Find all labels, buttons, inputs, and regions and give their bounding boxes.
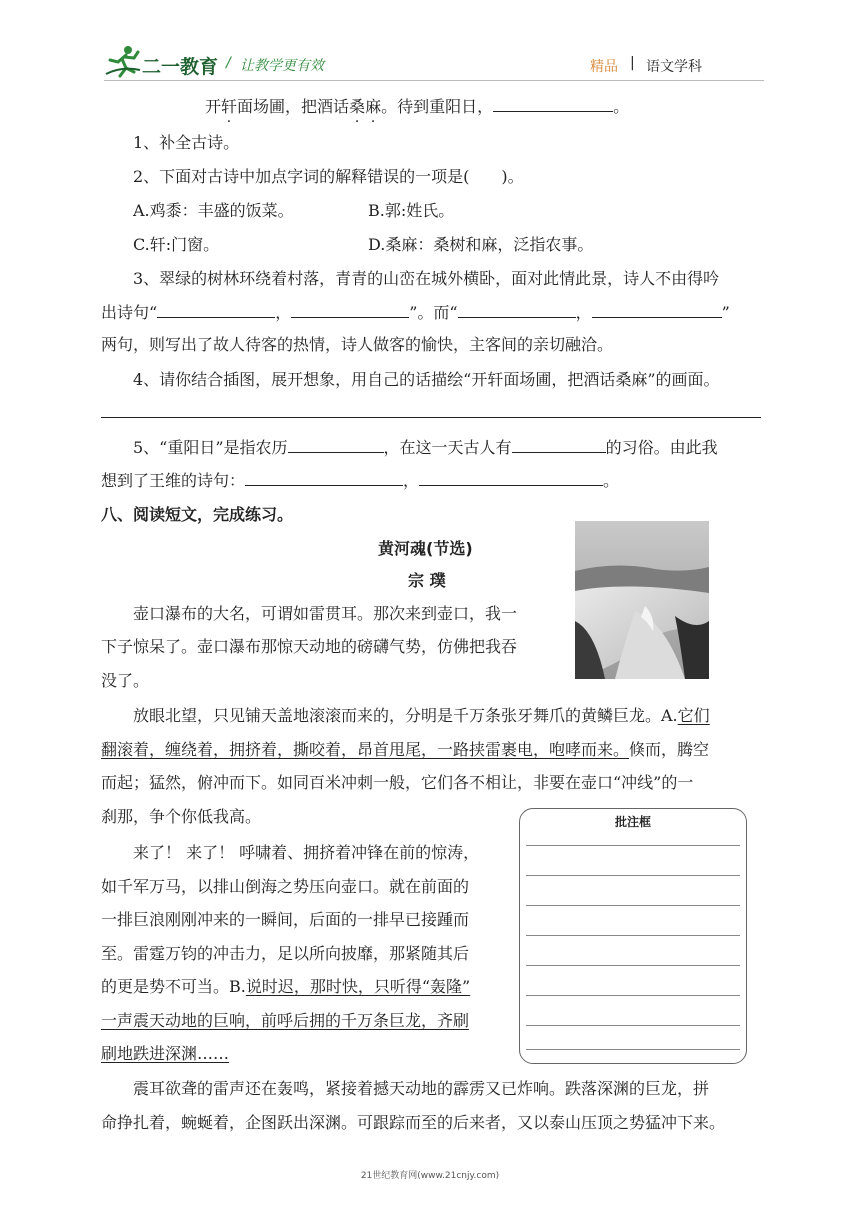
underlined-sentence-a: 它们 bbox=[677, 706, 710, 725]
annotation-line[interactable] bbox=[526, 845, 740, 846]
paragraph-line: 刹那，争个你低我高。 bbox=[101, 807, 262, 826]
footer: 21世纪教育网(www.21cnjy.com) bbox=[360, 1171, 500, 1181]
header-separator: | bbox=[630, 55, 635, 71]
answer-blank[interactable] bbox=[493, 95, 613, 112]
underlined-sentence-b: 刷地跌进深渊…… bbox=[101, 1044, 230, 1063]
question-2: 2、下面对古诗中加点字词的解释错误的一项是( )。 bbox=[133, 167, 524, 186]
annotation-line[interactable] bbox=[526, 875, 740, 876]
dotted-char-xuan: 轩 bbox=[221, 97, 238, 116]
dotted-char-sang: 桑 bbox=[349, 97, 366, 116]
waterfall-photo bbox=[575, 521, 709, 679]
annotation-line[interactable] bbox=[526, 905, 740, 906]
runner-logo-icon bbox=[104, 44, 142, 78]
question-3-line1: 3、翠绿的树林环绕着村落，青青的山峦在城外横卧，面对此情此景，诗人不由得吟 bbox=[133, 269, 720, 288]
article-author: 宗 璞 bbox=[408, 571, 446, 590]
paragraph-line: 而起；猛然，俯冲而下。如同百米冲刺一般，它们各不相让，非要在壶口“冲线”的一 bbox=[101, 773, 694, 792]
question-3-line2: 出诗句“ ， ”。而“ ， ” bbox=[101, 303, 730, 322]
paragraph-line: 放眼北望，只见铺天盖地滚滚而来的，分明是千万条张牙舞爪的黄鳞巨龙。A.它们 bbox=[133, 706, 710, 725]
answer-blank[interactable] bbox=[592, 301, 722, 318]
question-5-line1: 5、“重阳日”是指农历 ，在这一天古人有 的习俗。由此我 bbox=[133, 438, 718, 457]
underlined-sentence-a: 翻滚着，缠绕着，拥挤着，撕咬着，昂首甩尾，一路挟雷裹电，咆哮而来。 bbox=[101, 740, 630, 759]
question-3-line3: 两句，则写出了故人待客的热情，诗人做客的愉快，主客间的亲切融洽。 bbox=[101, 335, 614, 354]
paragraph-line bbox=[101, 1010, 469, 1032]
annotation-line[interactable] bbox=[526, 1025, 740, 1026]
annotation-box-title: 批注框 bbox=[614, 815, 651, 829]
section-heading: 八、阅读短文，完成练习。 bbox=[101, 505, 294, 524]
subject-label: 语文学科 bbox=[646, 59, 702, 75]
dotted-char-ma: 麻 bbox=[365, 97, 382, 116]
option-b: B.郭:姓氏。 bbox=[368, 201, 455, 220]
answer-blank[interactable] bbox=[419, 469, 603, 486]
paragraph-line: 至。雷霆万钧的冲击力，足以所向披靡，那紧随其后 bbox=[101, 944, 470, 963]
answer-line[interactable] bbox=[101, 417, 761, 418]
option-c: C.轩:门窗。 bbox=[133, 235, 220, 254]
answer-blank[interactable] bbox=[245, 469, 403, 486]
header-rule bbox=[104, 80, 764, 81]
poem-line: 开轩面场圃，把酒话桑麻。待到重阳日， 。 bbox=[205, 97, 630, 116]
header-divider: / bbox=[226, 55, 231, 71]
logo-text: 二一教育 bbox=[142, 56, 219, 78]
paragraph-line: 来了！ 来了！ 呼啸着、拥挤着冲锋在前的惊涛， bbox=[133, 843, 480, 862]
question-5-line2: 想到了王维的诗句： ， 。 bbox=[101, 471, 620, 490]
paragraph-line: 一排巨浪刚刚冲来的一瞬间，后面的一排早已接踵而 bbox=[101, 910, 470, 929]
paragraph-line: 没了。 bbox=[101, 671, 150, 690]
answer-blank[interactable] bbox=[512, 436, 606, 453]
answer-blank[interactable] bbox=[288, 436, 384, 453]
question-1: 1、补全古诗。 bbox=[133, 133, 240, 152]
question-4: 4、请你结合插图，展开想象，用自己的话描绘“开轩面场圃，把酒话桑麻”的画面。 bbox=[133, 370, 720, 389]
annotation-line[interactable] bbox=[526, 935, 740, 936]
annotation-box[interactable] bbox=[519, 808, 747, 1064]
annotation-line[interactable] bbox=[526, 965, 740, 966]
paragraph-line: 壶口瀑布的大名，可谓如雷贯耳。那次来到壶口，我一 bbox=[133, 604, 518, 623]
annotation-line[interactable] bbox=[526, 995, 740, 996]
paragraph-line bbox=[101, 1043, 229, 1065]
paragraph-line: 如千军万马，以排山倒海之势压向壶口。就在前面的 bbox=[101, 877, 470, 896]
paragraph-line: 震耳欲聋的雷声还在轰鸣，紧接着撼天动地的霹雳又已炸响。跌落深渊的巨龙，拼 bbox=[133, 1079, 710, 1098]
header bbox=[0, 0, 860, 90]
underlined-sentence-b: 一声震天动地的巨响，前呼后拥的千万条巨龙，齐刷 bbox=[101, 1011, 470, 1030]
option-a: A.鸡黍：丰盛的饭菜。 bbox=[133, 201, 294, 220]
paragraph-line: 翻滚着，缠绕着，拥挤着，撕咬着，昂首甩尾，一路挟雷裹电，咆哮而来。倏而，腾空 bbox=[101, 740, 710, 759]
paragraph-line: 下子惊呆了。壶口瀑布那惊天动地的磅礴气势，仿佛把我吞 bbox=[101, 637, 518, 656]
header-slogan: 让教学更有效 bbox=[240, 58, 324, 74]
underlined-sentence-b: 说时迟，那时快，只听得“轰隆” bbox=[245, 977, 471, 996]
article-title: 黄河魂(节选) bbox=[378, 539, 473, 558]
annotation-line[interactable] bbox=[526, 1049, 740, 1050]
paragraph-line: 的更是势不可当。B.说时迟，那时快，只听得“轰隆” bbox=[101, 977, 471, 996]
answer-blank[interactable] bbox=[458, 301, 576, 318]
answer-blank[interactable] bbox=[157, 301, 275, 318]
option-d: D.桑麻：桑树和麻，泛指农事。 bbox=[368, 235, 594, 254]
paragraph-line: 命挣扎着，蜿蜒着，企图跃出深渊。可跟踪而至的后来者，又以泰山压顶之势猛冲下来。 bbox=[101, 1113, 726, 1132]
premium-label: 精品 bbox=[590, 59, 618, 75]
answer-blank[interactable] bbox=[291, 301, 409, 318]
